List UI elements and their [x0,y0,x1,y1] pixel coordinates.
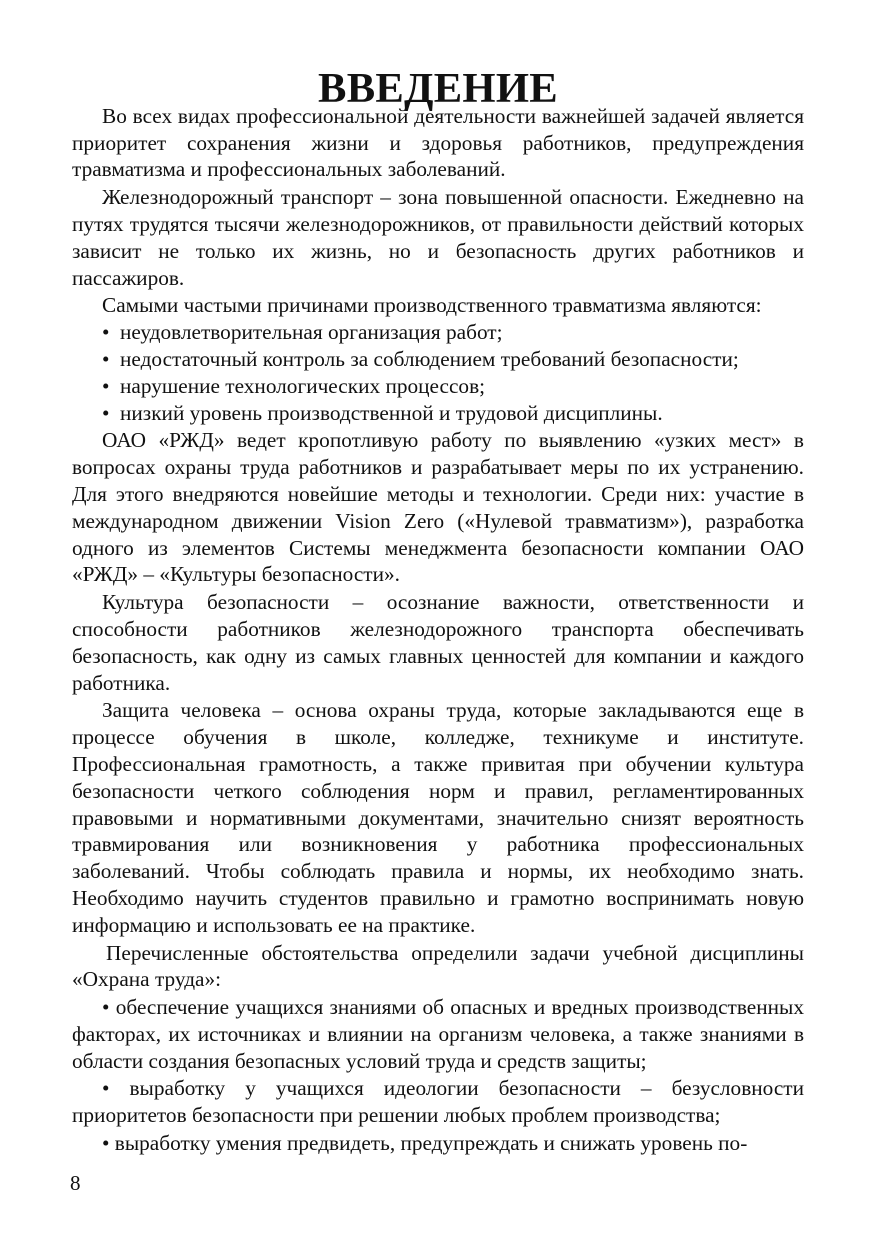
list-item [72,994,804,1074]
list-item [72,373,804,400]
page-number: 8 [70,1171,81,1195]
bullet-icon: • [102,373,110,398]
bullet-icon: • [102,1076,110,1101]
human-protection-paragraph: Защита человека – основа охраны труда, которые закладываются еще в процессе обучения в школе, колледже, техникуме и институте. Профессиональная грамотность, а также привитая при обучении культура безопасности четкого соблюдения норм и правил, регламентированных правовыми и нормативными документами, значительно снизят вероятность травмирования или возникновения у работника профессиональных заболеваний. Чтобы соблюдать правила и нормы, их необходимо знать. Необходимо научить студентов правильно и грамотно воспринимать новую информацию и использовать ее на практике. [72,698,804,937]
bullet-icon: • [102,400,110,425]
list-item [72,400,804,427]
bullet-icon: • [102,320,110,345]
causes-list [72,319,804,426]
list-item-text: выработку умения предвидеть, предупреждать и снижать уровень по- [114,1131,748,1156]
list-item [72,319,804,346]
tasks-list [72,994,804,1157]
list-item-text: обеспечение учащихся знаниями об опасных и вредных производственных факторах, их источниках и влиянии на организм человека, а также знаниями в области создания безопасных условий труда и средств защиты; [72,995,804,1073]
section-heading: ВВЕДЕНИЕ [317,65,558,112]
list-item [72,1075,804,1129]
bullet-icon: • [102,1131,110,1156]
list-item [72,346,804,373]
list-item-text: выработку у учащихся идеологии безопасности – безусловности приоритетов безопасности при решении любых проблем производства; [72,1076,804,1128]
list-item-text: низкий уровень производственной и трудовой дисциплины. [120,400,663,425]
bullet-icon: • [102,995,110,1020]
tasks-intro-paragraph: Перечисленные обстоятельства определили задачи учебной дисциплины «Охрана труда»: [72,940,804,992]
bullet-icon: • [102,346,110,371]
list-item [72,1130,804,1157]
intro-paragraph: Во всех видах профессиональной деятельности важнейшей задачей является приоритет сохранения жизни и здоровья работников, предупреждения травматизма и профессиональных заболеваний. [72,103,804,182]
rzd-work-paragraph: ОАО «РЖД» ведет кропотливую работу по выявлению «узких мест» в вопросах охраны труда работников и разрабатывает меры по их устранению. Для этого внедряются новейшие методы и технологии. Среди них: участие в международном движении Vision Zero («Нулевой травматизм»), разработка одного из элементов Системы менеджмента безопасности компании ОАО «РЖД» – «Культуры безопасности». [72,428,804,587]
list-item-text: нарушение технологических процессов; [120,373,486,398]
list-item-text: неудовлетворительная организация работ; [120,320,503,345]
safety-culture-paragraph: Культура безопасности – осознание важности, ответственности и способности работников железнодорожного транспорта обеспечивать безопасность, как одну из самых главных ценностей для компании и каждого работника. [72,590,804,695]
causes-intro-paragraph: Самыми частыми причинами производственного травматизма являются: [102,293,762,318]
document-page [72,65,804,1157]
list-item-text: недостаточный контроль за соблюдением требований безопасности; [120,346,739,371]
railway-danger-paragraph: Железнодорожный транспорт – зона повышенной опасности. Ежедневно на путях трудятся тысячи железнодорожников, от правильности действий которых зависит не только их жизнь, но и безопасность других работников и пассажиров. [72,185,804,290]
